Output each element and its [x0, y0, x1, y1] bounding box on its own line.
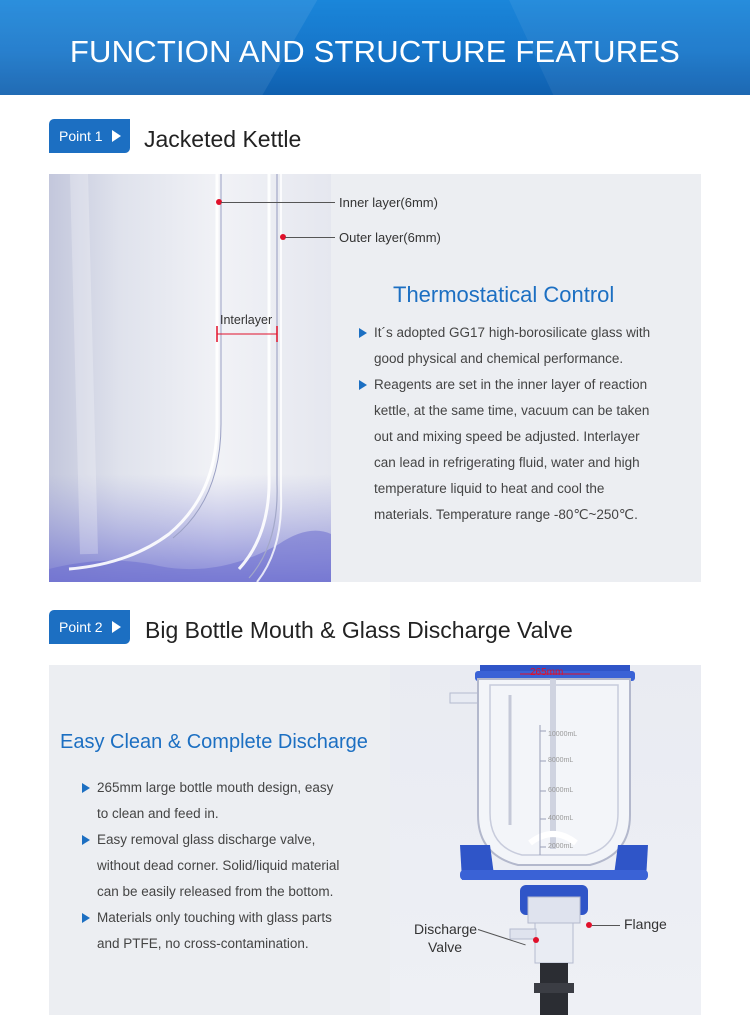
scale-mark: 8000mL — [548, 757, 574, 764]
list-item: Easy removal glass discharge valve, without dead corner. Solid/liquid material can be easily released from the bottom. — [82, 827, 382, 905]
reactor-vessel-photo — [390, 665, 701, 1015]
scale-mark: 6000mL — [548, 787, 574, 794]
list-item: Reagents are set in the inner layer of reaction kettle, at the same time, vacuum can be taken out and mixing speed be adjusted. Interlayer can lead in refrigerating fluid, water and high temperature liquid to heat and cool the materials. Temperature range -80℃~250℃. — [359, 372, 689, 528]
discharge-valve-panel — [49, 665, 701, 1015]
easy-clean-title: Easy Clean & Complete Discharge — [60, 731, 368, 753]
point-2-tag — [49, 610, 130, 644]
inner-layer-label: Inner layer(6mm) — [339, 195, 438, 210]
mouth-size-label: 265mm — [530, 667, 564, 678]
list-item: It´s adopted GG17 high-borosilicate glass with good physical and chemical performance. — [359, 320, 689, 372]
scale-mark: 10000mL — [548, 731, 578, 738]
flange-label: Flange — [624, 916, 667, 932]
list-item: Materials only touching with glass parts and PTFE, no cross-contamination. — [82, 905, 382, 957]
point-2-tag-label: Point 2 — [59, 619, 103, 635]
bullet-triangle-icon — [82, 913, 90, 923]
scale-mark: 2000mL — [548, 843, 574, 850]
play-arrow-icon — [112, 621, 121, 633]
header-banner — [0, 0, 750, 95]
outer-layer-leader-line — [285, 237, 335, 238]
point-1-tag — [49, 119, 130, 153]
discharge-valve-label: Discharge Valve — [414, 921, 478, 955]
point-1-bullet-list — [359, 320, 689, 528]
scale-mark: 4000mL — [548, 815, 574, 822]
jacketed-glass-photo — [49, 174, 331, 582]
glass-wall-illustration — [49, 174, 331, 582]
point-2-heading: Big Bottle Mouth & Glass Discharge Valve — [145, 617, 573, 643]
reactor-illustration — [390, 665, 701, 1015]
jacketed-kettle-panel — [49, 174, 701, 582]
thermostatical-control-title: Thermostatical Control — [393, 282, 615, 307]
inner-layer-leader-line — [221, 202, 335, 203]
bullet-triangle-icon — [82, 835, 90, 845]
flange-leader-line — [592, 925, 620, 926]
bullet-triangle-icon — [82, 783, 90, 793]
interlayer-label: Interlayer — [220, 313, 273, 327]
bullet-triangle-icon — [359, 380, 367, 390]
point-2-bullet-list — [82, 775, 382, 957]
play-arrow-icon — [112, 130, 121, 142]
page-title: FUNCTION AND STRUCTURE FEATURES — [69, 34, 681, 69]
list-item: 265mm large bottle mouth design, easy to clean and feed in. — [82, 775, 382, 827]
outer-layer-label: Outer layer(6mm) — [339, 230, 441, 245]
point-1-heading: Jacketed Kettle — [144, 126, 302, 152]
point-1-tag-label: Point 1 — [59, 128, 103, 144]
discharge-valve-marker — [533, 937, 539, 943]
bullet-triangle-icon — [359, 328, 367, 338]
